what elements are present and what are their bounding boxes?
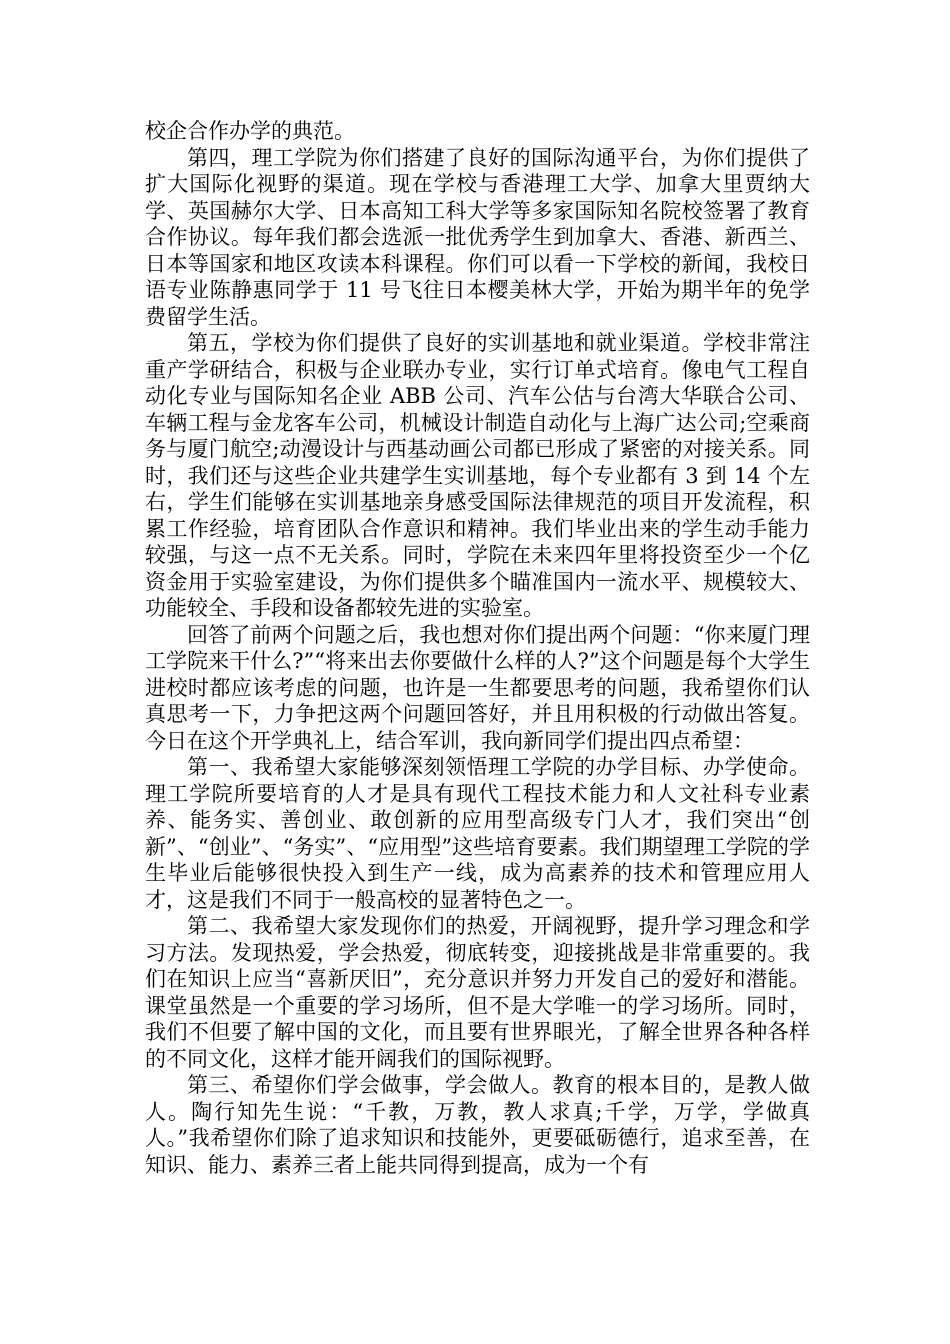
paragraph-continuation: 校企合作办学的典范。 xyxy=(145,119,355,143)
paragraph-fourth-point: 第四，理工学院为你们搭建了良好的国际沟通平台，为你们提供了扩大国际化视野的渠道。现在学校与香港理工大学、加拿大里贾纳大学、英国赫尔大学、日本高知工科大学等多家国际知名院校签署了教育合作协议。每年我们都会选派一批优秀学生到加拿大、香港、新西兰、日本等国家和地区攻读本科课程。你们可以看一下学校的新闻，我校日语专业陈静惠同学于 11 号飞往日本樱美林大学，开始为期半年的免学费留学生活。 xyxy=(145,145,810,329)
document-body xyxy=(145,118,810,1178)
paragraph-two-questions: 回答了前两个问题之后，我也想对你们提出两个问题：“你来厦门理工学院来干什么?”“将来出去你要做什么样的人?”这个问题是每个大学生进校时都应该考虑的问题，也许是一生都要思考的问题，我希望你们认真思考一下，力争把这两个问题回答好，并且用积极的行动做出答复。今日在这个开学典礼上，结合军训，我向新同学们提出四点希望： xyxy=(145,622,810,753)
paragraph-hope-three: 第三、希望你们学会做事，学会做人。教育的根本目的，是教人做人。陶行知先生说：“千教，万教，教人求真;千学，万学，学做真人。”我希望你们除了追求知识和技能外，更要砥砺德行，追求至善，在知识、能力、素养三者上能共同得到提高，成为一个有 xyxy=(145,1073,810,1177)
paragraph-fifth-point: 第五，学校为你们提供了良好的实训基地和就业渠道。学校非常注重产学研结合，积极与企业联办专业，实行订单式培育。像电气工程自动化专业与国际知名企业 ABB 公司、汽车公估与台湾大华联合公司、车辆工程与金龙客车公司，机械设计制造自动化与上海广达公司;空乘商务与厦门航空;动漫设计与西基动画公司都已形成了紧密的对接关系。同时，我们还与这些企业共建学生实训基地，每个专业都有 3 到 14 个左右，学生们能够在实训基地亲身感受国际法律规范的项目开发流程，积累工作经验，培育团队合作意识和精神。我们毕业出来的学生动手能力较强，与这一点不无关系。同时，学院在未来四年里将投资至少一个亿资金用于实验室建设，为你们提供多个瞄准国内一流水平、规模较大、功能较全、手段和设备都较先进的实验室。 xyxy=(145,331,810,620)
paragraph-hope-two: 第二、我希望大家发现你们的热爱，开阔视野，提升学习理念和学习方法。发现热爱，学会热爱，彻底转变，迎接挑战是非常重要的。我们在知识上应当“喜新厌旧”，充分意识并努力开发自己的爱好和潜能。课堂虽然是一个重要的学习场所，但不是大学唯一的学习场所。同时，我们不但要了解中国的文化，而且要有世界眼光，了解全世界各种各样的不同文化，这样才能开阔我们的国际视野。 xyxy=(145,914,810,1071)
paragraph-hope-one: 第一、我希望大家能够深刻领悟理工学院的办学目标、办学使命。理工学院所要培育的人才是具有现代工程技术能力和人文社科专业素养、能务实、善创业、敢创新的应用型高级专门人才，我们突出“创新”、“创业”、“务实”、“应用型”这些培育要素。我们期望理工学院的学生毕业后能够很快投入到生产一线，成为高素养的技术和管理应用人才，这是我们不同于一般高校的显著特色之一。 xyxy=(145,755,810,912)
